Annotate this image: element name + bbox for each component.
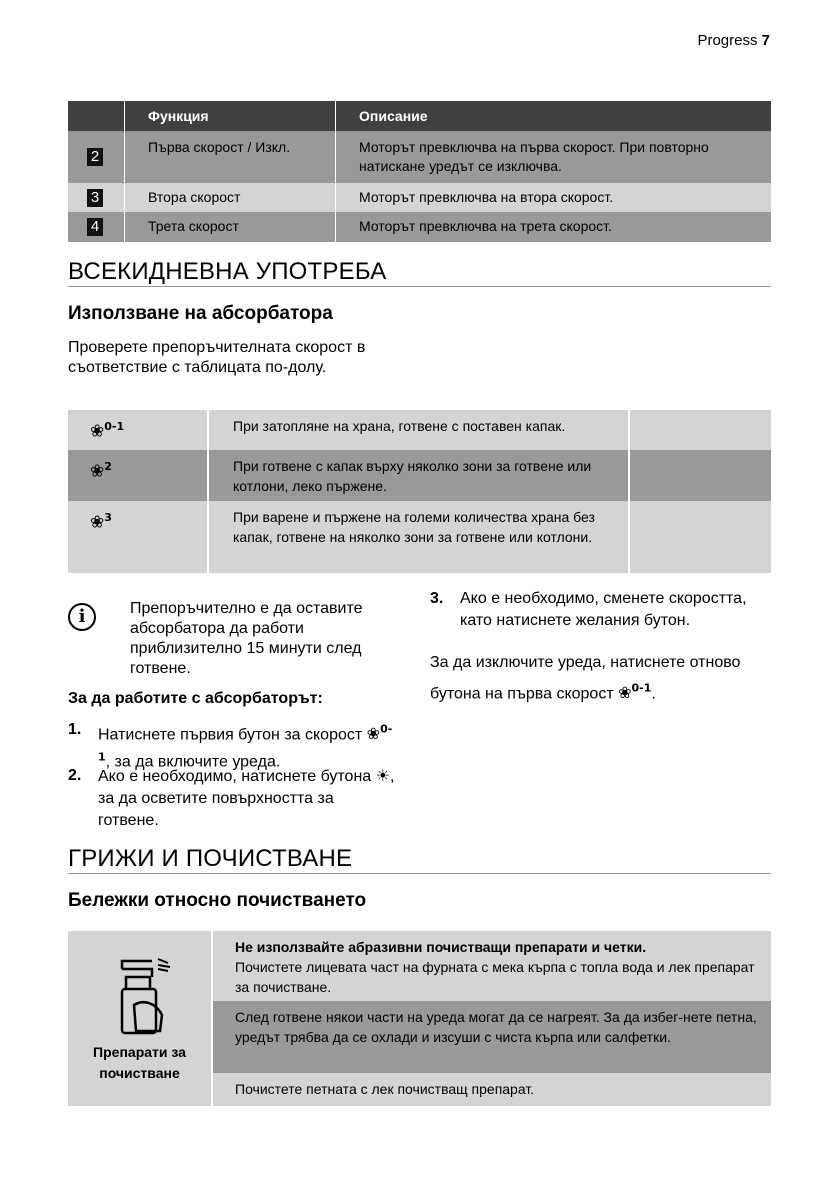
speed-row	[68, 501, 771, 573]
subsection-title-cleaning-notes: Бележки относно почистването	[68, 890, 367, 911]
table-row	[68, 131, 771, 183]
section-title-daily-use: ВСЕКИДНЕВНА УПОТРЕБА	[68, 258, 387, 285]
fan-level-label: 2	[104, 460, 112, 473]
table-row	[68, 183, 771, 212]
step-text: Ако е необходимо, сменете скоростта, като натиснете желания бутон.	[460, 590, 747, 629]
function-table-header	[68, 101, 771, 131]
button-number-badge: 3	[87, 189, 103, 207]
fan-speed-icon: ❀$^{0-1}$	[90, 420, 125, 442]
step-text: Ако е необходимо, натиснете бутона	[98, 768, 372, 785]
step-text: Натиснете първия бутон за скорост	[98, 726, 363, 744]
step-item	[68, 765, 398, 832]
step-text: , за да осветите повърхността за готвене.	[98, 768, 395, 829]
description-cell: Моторът превключва на трета скорост.	[359, 218, 612, 234]
cleaning-agents-label: Препарати за почистване	[93, 1044, 186, 1081]
cleaning-note-row	[213, 1073, 771, 1106]
speed-description: При затопляне на храна, готвене с поставен капак.	[209, 410, 630, 450]
light-bulb-icon: ☀	[375, 766, 390, 785]
speed-description: При варене и пържене на големи количества храна без капак, готвене на няколко зони за готвене или котлони.	[209, 501, 630, 573]
speed-row	[68, 450, 771, 501]
page-number: 7	[761, 32, 770, 49]
step-number: 1.	[68, 721, 82, 738]
function-table	[68, 101, 771, 242]
spray-bottle-icon	[112, 955, 172, 1035]
page-header	[697, 32, 770, 49]
cleaning-agents-cell	[68, 931, 213, 1106]
fan-speed-icon: ❀$^{0-1}$	[98, 723, 393, 764]
button-number-badge: 4	[87, 218, 103, 236]
cleaning-table	[68, 931, 771, 1106]
cleaning-note-row	[213, 1001, 771, 1073]
step-number: 2.	[68, 767, 82, 784]
fan-speed-icon: ❀$^2$	[90, 460, 112, 482]
subsection-title-using-hood: Използване на абсорбатора	[68, 303, 333, 324]
fan-speed-icon: ❀$^3$	[90, 511, 112, 533]
operate-heading: За да работите с абсорбаторът:	[68, 690, 323, 707]
brand-name: Progress	[697, 32, 758, 49]
switch-off-note: За да изключите уреда, натиснете отново бутона на първа скорост ❀$^{0-1}$.	[430, 654, 741, 703]
description-cell: Моторът превключва на първа скорост. При повторно натискане уредът се изключва.	[359, 139, 709, 174]
step-item	[430, 588, 770, 632]
table-row	[68, 212, 771, 242]
function-cell: Трета скорост	[148, 218, 239, 234]
section-title-care: ГРИЖИ И ПОЧИСТВАНЕ	[68, 845, 353, 872]
fan-level-label: 0-1	[104, 420, 125, 433]
cleaning-warning: Не използвайте абразивни почистващи препарати и четки.	[235, 939, 647, 955]
info-icon: i	[68, 603, 96, 631]
cleaning-note-text: Почистете лицевата част на фурната с мека кърпа с топла вода и лек препарат за почистване.	[235, 959, 755, 995]
step-text: , за да включите уреда.	[105, 753, 281, 771]
section-divider	[68, 286, 771, 287]
intro-paragraph: Проверете препоръчителната скорост в съответствие с таблицата по-долу.	[68, 339, 366, 376]
function-cell: Първа скорост / Изкл.	[148, 139, 291, 155]
cleaning-note-text: След готвене някои части на уреда могат да се нагреят. За да избег-нете петна, уредът трябва да се охлади и изсуши с чиста кърпа или салфетки.	[235, 1009, 757, 1045]
speed-row	[68, 410, 771, 450]
cleaning-note-row	[213, 931, 771, 1001]
cleaning-note-text: Почистете петната с лек почистващ препарат.	[235, 1081, 535, 1097]
function-cell: Втора скорост	[148, 189, 241, 205]
fan-level-label: 3	[104, 511, 112, 524]
speed-description: При готвене с капак върху няколко зони за готвене или котлони, леко пържене.	[209, 450, 630, 501]
section-divider	[68, 873, 771, 874]
column-header-function: Функция	[148, 108, 209, 124]
speed-table	[68, 410, 771, 573]
column-header-description: Описание	[359, 108, 428, 124]
step-number: 3.	[430, 590, 444, 607]
button-number-badge: 2	[87, 148, 103, 166]
fan-speed-icon: ❀$^{0-1}$	[618, 682, 652, 703]
info-note: Препоръчително е да оставите абсорбатора да работи приблизително 15 минути след готвене.	[130, 600, 363, 677]
description-cell: Моторът превключва на втора скорост.	[359, 189, 614, 205]
